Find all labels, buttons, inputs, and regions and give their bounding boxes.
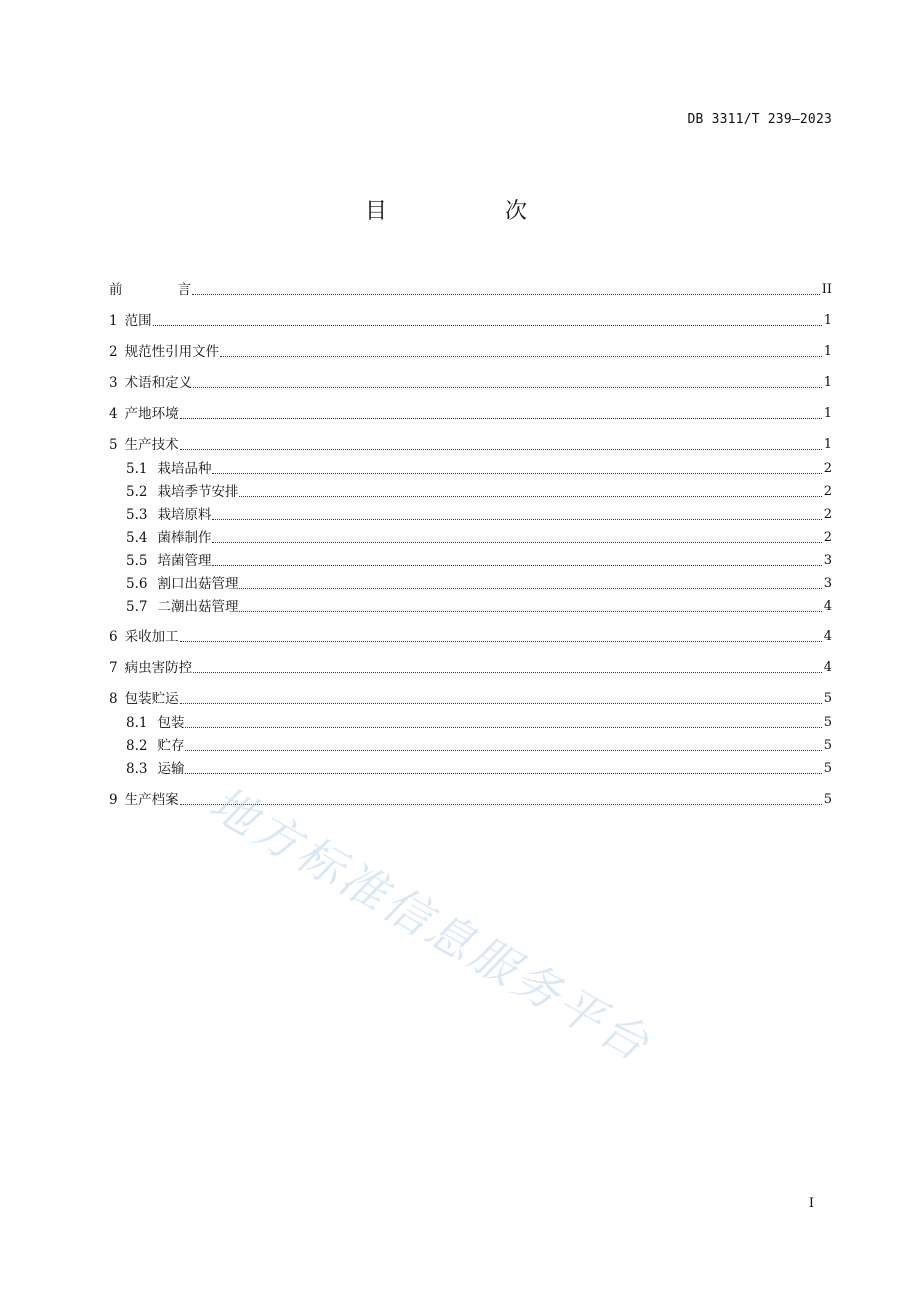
toc-leader-dots — [239, 495, 821, 497]
toc-entry-label: 栽培原料 — [157, 507, 212, 523]
toc-entry-page: 2 — [823, 484, 832, 499]
toc-entry[interactable] — [109, 689, 832, 709]
toc-entry-label: 产地环境 — [124, 406, 179, 422]
toc-entry-label: 生产档案 — [124, 792, 179, 808]
toc-entry-label: 栽培季节安排 — [157, 484, 239, 500]
toc-entry-title — [109, 658, 193, 678]
toc-entry-number: 5.1 — [126, 461, 148, 477]
toc-entry-label: 规范性引用文件 — [124, 344, 220, 360]
toc-entry-number: 8.1 — [126, 715, 148, 731]
toc-entry-number: 3 — [109, 375, 118, 391]
toc-entry-number: 8.3 — [126, 761, 148, 777]
toc-entry-page: 5 — [823, 761, 832, 776]
toc-entry[interactable] — [109, 342, 832, 362]
toc-entry-number: 8.2 — [126, 738, 148, 754]
toc-entry-page: 4 — [823, 599, 832, 614]
toc-entry[interactable] — [126, 551, 832, 571]
toc-leader-dots — [193, 671, 822, 673]
toc-entry-label: 范围 — [124, 313, 152, 329]
toc-entry-number: 7 — [109, 660, 118, 676]
toc-entry-number: 5.3 — [126, 507, 148, 523]
toc-entry[interactable] — [126, 505, 832, 525]
toc-entry-page: 2 — [823, 530, 832, 545]
toc-entry-page: II — [821, 282, 832, 297]
toc-entry-number: 2 — [109, 344, 118, 360]
toc-entry-title — [126, 505, 212, 525]
toc-entry-page: 2 — [823, 461, 832, 476]
toc-entry[interactable] — [126, 597, 832, 617]
toc-entry-page: 3 — [823, 553, 832, 568]
toc-entry-label: 采收加工 — [124, 629, 179, 645]
toc-leader-dots — [212, 564, 821, 566]
toc-entry[interactable] — [126, 482, 832, 502]
toc-entry[interactable] — [109, 311, 832, 331]
toc-entry-title — [109, 689, 180, 709]
toc-entry-label: 菌棒制作 — [157, 530, 212, 546]
toc-leader-dots — [180, 417, 822, 419]
toc-entry[interactable] — [126, 736, 832, 756]
toc-entry-title — [126, 597, 239, 617]
toc-entry-title — [109, 342, 220, 362]
toc-entry-title — [126, 459, 212, 479]
toc-entry-label: 贮存 — [157, 738, 185, 754]
toc-leader-dots — [192, 293, 820, 295]
toc-entry-label: 术语和定义 — [124, 375, 193, 391]
toc-entry-number: 6 — [109, 629, 118, 645]
toc-entry-page: 1 — [823, 375, 832, 390]
toc-entry[interactable] — [109, 790, 832, 810]
toc-entry-title — [109, 280, 192, 300]
toc-entry-title — [126, 551, 212, 571]
toc-entry-number: 5.4 — [126, 530, 148, 546]
toc-entry-label: 病虫害防控 — [124, 660, 193, 676]
toc-entry[interactable] — [109, 373, 832, 393]
toc-entry-number: 5.2 — [126, 484, 148, 500]
toc-entry-label: 前 言 — [109, 282, 191, 298]
toc-leader-dots — [239, 587, 821, 589]
watermark: 地方标准信息服务平台 — [200, 775, 661, 1073]
toc-entry-page: 4 — [823, 660, 832, 675]
toc-entry-page: 1 — [823, 437, 832, 452]
toc-entry-title — [126, 736, 185, 756]
toc-entry-number: 4 — [109, 406, 118, 422]
toc-leader-dots — [153, 324, 822, 326]
toc-entry[interactable] — [109, 627, 832, 647]
toc-entry-title — [109, 311, 153, 331]
toc-entry-number: 8 — [109, 691, 118, 707]
toc-leader-dots — [193, 386, 822, 388]
toc-entry[interactable] — [126, 759, 832, 779]
page-number: I — [808, 1196, 814, 1211]
toc-entry-page: 1 — [823, 313, 832, 328]
toc-entry-page: 5 — [823, 691, 832, 706]
toc-entry[interactable] — [109, 658, 832, 678]
toc-entry-label: 生产技术 — [124, 437, 179, 453]
toc-entry-title — [126, 713, 185, 733]
toc-entry-title — [126, 759, 185, 779]
toc-leader-dots — [220, 355, 822, 357]
toc-entry-number: 1 — [109, 313, 118, 329]
toc-entry-page: 3 — [823, 576, 832, 591]
toc-entry-page: 4 — [823, 629, 832, 644]
toc-entry[interactable] — [126, 528, 832, 548]
toc-leader-dots — [180, 448, 822, 450]
toc-leader-dots — [212, 472, 821, 474]
toc-entry[interactable] — [126, 713, 832, 733]
toc-entry[interactable] — [109, 404, 832, 424]
toc-entry-title — [126, 482, 239, 502]
toc-entry[interactable] — [126, 459, 832, 479]
toc-entry-number: 5 — [109, 437, 118, 453]
document-code: DB 3311/T 239—2023 — [687, 112, 832, 127]
toc-entry-page: 5 — [823, 792, 832, 807]
toc-leader-dots — [180, 702, 822, 704]
toc-entry-title — [109, 373, 193, 393]
toc-entry[interactable] — [109, 435, 832, 455]
toc-leader-dots — [212, 518, 821, 520]
toc-entry-page: 5 — [823, 715, 832, 730]
toc-entry-page: 1 — [823, 406, 832, 421]
toc-leader-dots — [180, 640, 822, 642]
toc-entry-title — [126, 528, 212, 548]
toc-entry-title — [109, 790, 180, 810]
toc-entry-page: 2 — [823, 507, 832, 522]
toc-entry-title — [109, 435, 180, 455]
toc-entry-label: 包装贮运 — [124, 691, 179, 707]
page-title: 目 次 — [364, 199, 575, 224]
toc-entry[interactable] — [109, 280, 832, 300]
toc-entry-page: 5 — [823, 738, 832, 753]
toc-leader-dots — [180, 803, 822, 805]
toc-entry-title — [109, 404, 180, 424]
toc-entry-label: 栽培品种 — [157, 461, 212, 477]
toc-entry[interactable] — [126, 574, 832, 594]
toc-entry-number: 5.6 — [126, 576, 148, 592]
toc-leader-dots — [239, 610, 821, 612]
toc-leader-dots — [185, 726, 821, 728]
toc-entry-label: 割口出菇管理 — [157, 576, 239, 592]
toc-leader-dots — [212, 541, 821, 543]
toc-entry-label: 二潮出菇管理 — [157, 599, 239, 615]
toc-entry-label: 包装 — [157, 715, 185, 731]
toc-leader-dots — [185, 749, 821, 751]
toc-entry-page: 1 — [823, 344, 832, 359]
toc-entry-title — [109, 627, 180, 647]
toc-entry-number: 9 — [109, 792, 118, 808]
toc-entry-label: 运输 — [157, 761, 185, 777]
toc-entry-number: 5.7 — [126, 599, 148, 615]
toc-entry-label: 培菌管理 — [157, 553, 212, 569]
toc-entry-title — [126, 574, 239, 594]
toc-entry-number: 5.5 — [126, 553, 148, 569]
toc-leader-dots — [185, 772, 821, 774]
